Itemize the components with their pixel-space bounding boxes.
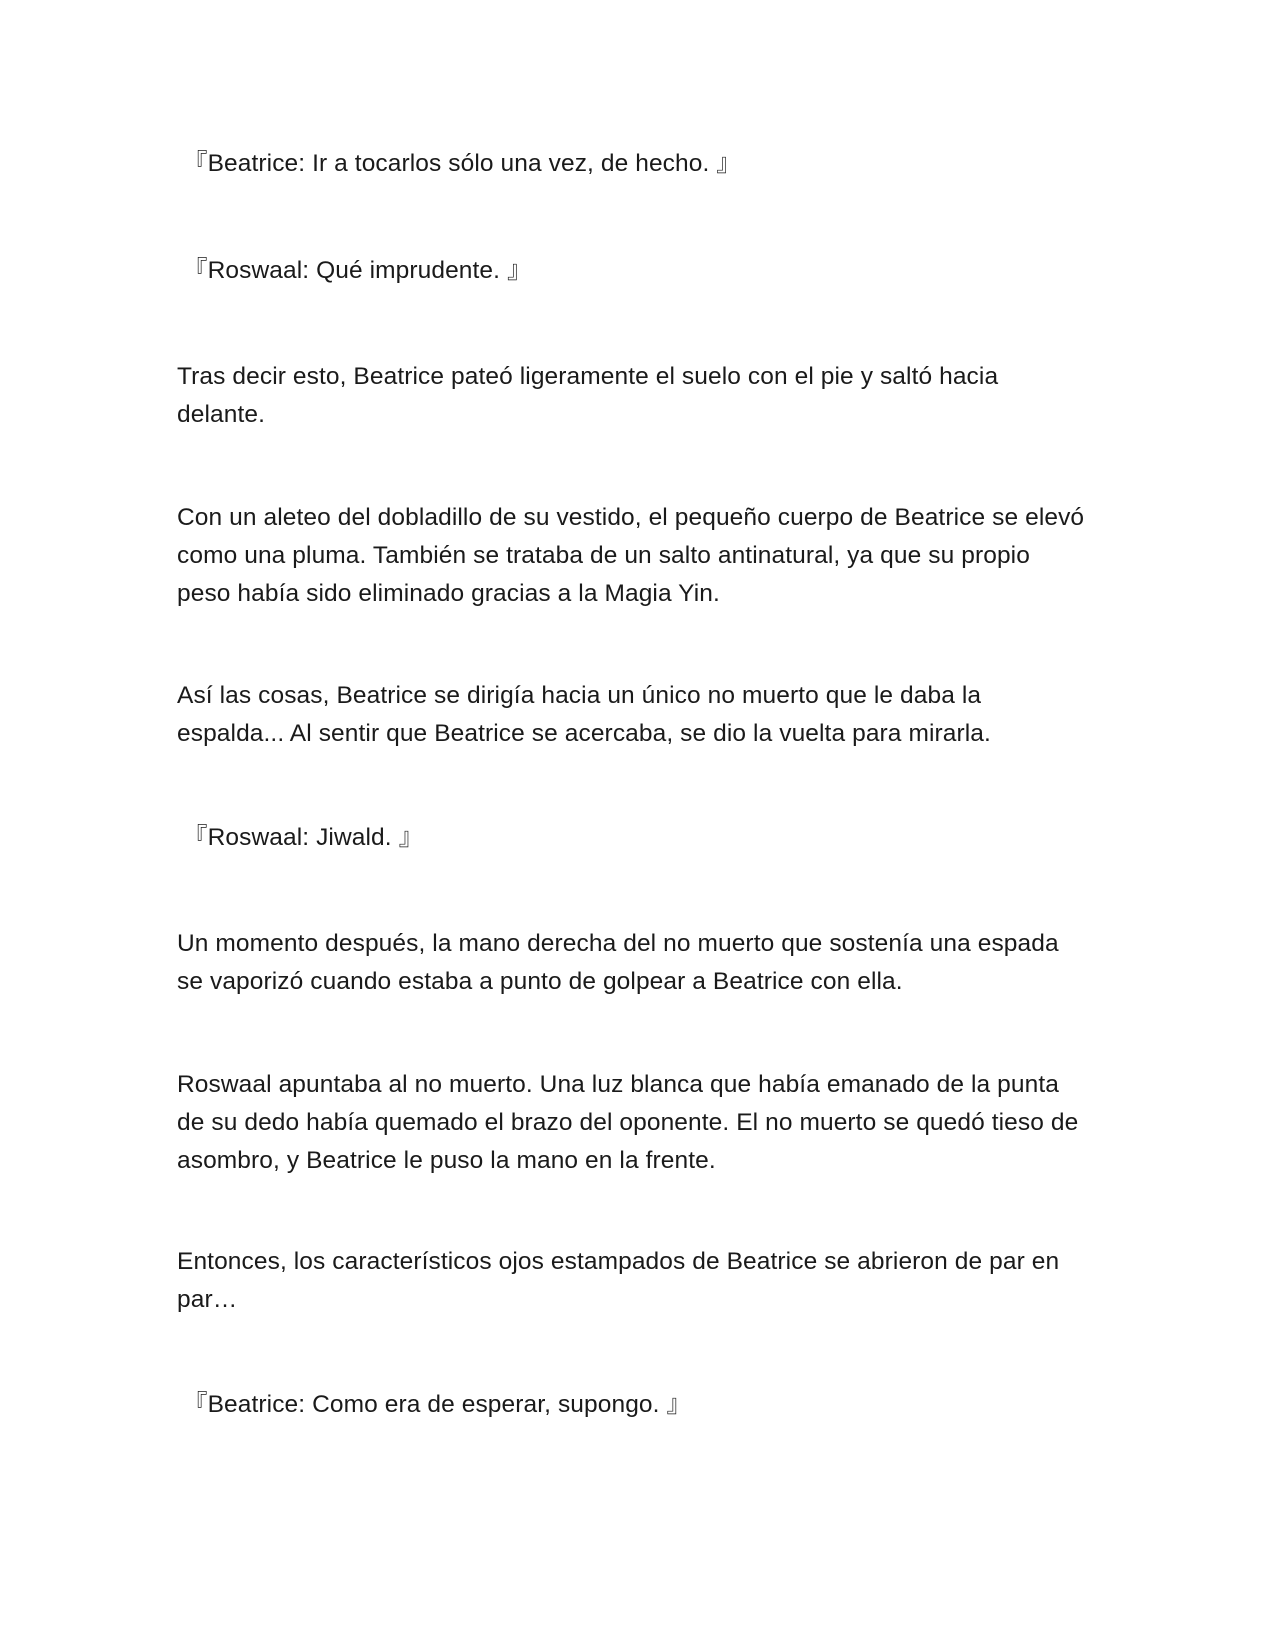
narration-paragraph: Con un aleteo del dobladillo de su vestido, el pequeño cuerpo de Beatrice se elevó como una pluma. También se trataba de un salto antinatural, ya que su propio peso había sido eliminado gracias a la Magia Yin. bbox=[177, 504, 1085, 607]
dialogue-line: 『Beatrice: Ir a tocarlos sólo una vez, de hecho. 』 bbox=[183, 150, 741, 177]
narration-paragraph: Un momento después, la mano derecha del no muerto que sostenía una espada se vaporizó cuando estaba a punto de golpear a Beatrice con ella. bbox=[177, 930, 1059, 995]
dialogue-line: 『Roswaal: Qué imprudente. 』 bbox=[183, 257, 532, 284]
narration-paragraph: Roswaal apuntaba al no muerto. Una luz blanca que había emanado de la punta de su dedo había quemado el brazo del oponente. El no muerto se quedó tieso de asombro, y Beatrice le puso la mano en la frente. bbox=[177, 1071, 1079, 1174]
narration-paragraph: Tras decir esto, Beatrice pateó ligeramente el suelo con el pie y saltó hacia delante. bbox=[177, 363, 999, 428]
narration-paragraph: Así las cosas, Beatrice se dirigía hacia un único no muerto que le daba la espalda... Al sentir que Beatrice se acercaba, se dio la vuelta para mirarla. bbox=[177, 682, 991, 747]
narration-paragraph: Entonces, los característicos ojos estampados de Beatrice se abrieron de par en par… bbox=[177, 1248, 1060, 1313]
dialogue-line: 『Roswaal: Jiwald. 』 bbox=[183, 824, 424, 851]
dialogue-line: 『Beatrice: Como era de esperar, supongo. 』 bbox=[183, 1391, 692, 1418]
